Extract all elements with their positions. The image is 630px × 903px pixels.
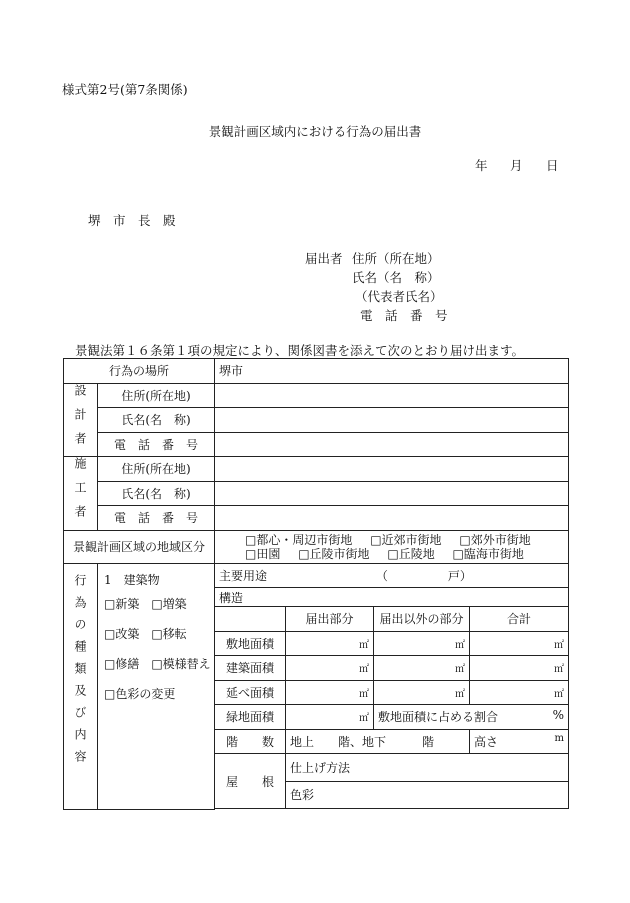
district-option[interactable]: □田園 (245, 546, 281, 561)
district-option[interactable]: □臨海市街地 (452, 546, 524, 561)
green-area-label: 緑地面積 (215, 705, 286, 730)
height-field[interactable] (470, 729, 569, 754)
place-value-field[interactable]: 堺市 (215, 359, 569, 384)
site-area-notified[interactable]: ㎡ (286, 631, 374, 656)
act-option[interactable]: □色彩の変更 (104, 686, 176, 701)
col-other: 届出以外の部分 (374, 607, 470, 632)
green-ratio-label: 敷地面積に占める割合 (378, 710, 499, 725)
table-continuation (215, 809, 569, 810)
builder-phone-label: 電 話 番 号 (98, 506, 215, 531)
notifier-label: 届出者 (305, 251, 343, 266)
act-type-cell (98, 563, 215, 809)
site-area-label: 敷地面積 (215, 631, 286, 656)
date-month: 月 (510, 158, 523, 173)
site-area-total[interactable]: ㎡ (470, 631, 569, 656)
designer-phone-field[interactable] (215, 432, 569, 457)
households-field: （ 戸） (375, 568, 472, 583)
designer-address-label: 住所(所在地) (98, 383, 215, 408)
designer-group: 設計者 (64, 383, 98, 457)
roof-finish-field[interactable]: 仕上げ方法 (286, 754, 569, 782)
designer-name-label: 氏名(名 称) (98, 408, 215, 433)
main-use-label: 主要用途 (219, 568, 268, 583)
col-notified: 届出部分 (286, 607, 374, 632)
building-item-label: 1 建築物 (104, 572, 160, 587)
roof-color-field[interactable]: 色彩 (286, 781, 569, 809)
height-unit: m (554, 732, 565, 744)
notification-table (63, 358, 569, 810)
green-ratio-field[interactable] (374, 705, 569, 730)
roof-label: 屋 根 (215, 754, 286, 809)
main-use-row[interactable] (215, 563, 569, 588)
district-option[interactable]: □丘陵地 (387, 546, 435, 561)
col-total: 合計 (470, 607, 569, 632)
designer-address-field[interactable] (215, 383, 569, 408)
structure-label: 構造 (215, 588, 569, 607)
percent-unit: % (552, 708, 565, 723)
builder-name-label: 氏名(名 称) (98, 481, 215, 506)
district-option[interactable]: □都心・周辺市街地 (245, 532, 353, 547)
builder-name-field[interactable] (215, 481, 569, 506)
place-label: 行為の場所 (64, 359, 215, 384)
area-header-blank (215, 607, 286, 632)
builder-group: 施工者 (64, 457, 98, 531)
date-year: 年 (475, 158, 488, 173)
floor-area-label: 延べ面積 (215, 680, 286, 705)
district-options (215, 530, 569, 563)
notifier-representative: （代表者氏名） (355, 289, 443, 304)
district-option[interactable]: □近郊市街地 (370, 532, 442, 547)
green-area-field[interactable]: ㎡ (286, 705, 374, 730)
date-day: 日 (546, 158, 559, 173)
notifier-name: 氏名（名 称） (352, 270, 440, 285)
building-area-other[interactable]: ㎡ (374, 656, 470, 681)
intro-text: 景観法第１６条第１項の規定により、関係図書を添えて次のとおり届け出ます。 (75, 343, 525, 358)
building-area-label: 建築面積 (215, 656, 286, 681)
builder-address-label: 住所(所在地) (98, 457, 215, 482)
floors-field[interactable]: 地上 階、地下 階 (286, 729, 470, 754)
act-group: 行為の種類及び内容 (64, 563, 98, 809)
builder-phone-field[interactable] (215, 506, 569, 531)
addressee: 堺 市 長 殿 (88, 213, 176, 228)
building-area-total[interactable]: ㎡ (470, 656, 569, 681)
notifier-address: 住所（所在地） (352, 251, 440, 266)
floor-area-other[interactable]: ㎡ (374, 680, 470, 705)
notifier-phone: 電 話 番 号 (360, 308, 448, 323)
district-label: 景観計画区域の地域区分 (64, 530, 215, 563)
district-option[interactable]: □丘陵市街地 (298, 546, 370, 561)
act-option[interactable]: □改築 □移転 (104, 626, 187, 641)
act-option[interactable]: □新築 □増築 (104, 596, 187, 611)
act-option[interactable]: □修繕 □模様替え (104, 656, 211, 671)
designer-name-field[interactable] (215, 408, 569, 433)
form-title: 景観計画区域内における行為の届出書 (208, 124, 422, 139)
building-area-notified[interactable]: ㎡ (286, 656, 374, 681)
floors-label: 階 数 (215, 729, 286, 754)
height-label: 高さ (474, 734, 499, 749)
builder-address-field[interactable] (215, 457, 569, 482)
designer-phone-label: 電 話 番 号 (98, 432, 215, 457)
floor-area-total[interactable]: ㎡ (470, 680, 569, 705)
form-number: 様式第2号(第7条関係) (62, 82, 188, 97)
district-option[interactable]: □郊外市街地 (459, 532, 531, 547)
site-area-other[interactable]: ㎡ (374, 631, 470, 656)
floor-area-notified[interactable]: ㎡ (286, 680, 374, 705)
